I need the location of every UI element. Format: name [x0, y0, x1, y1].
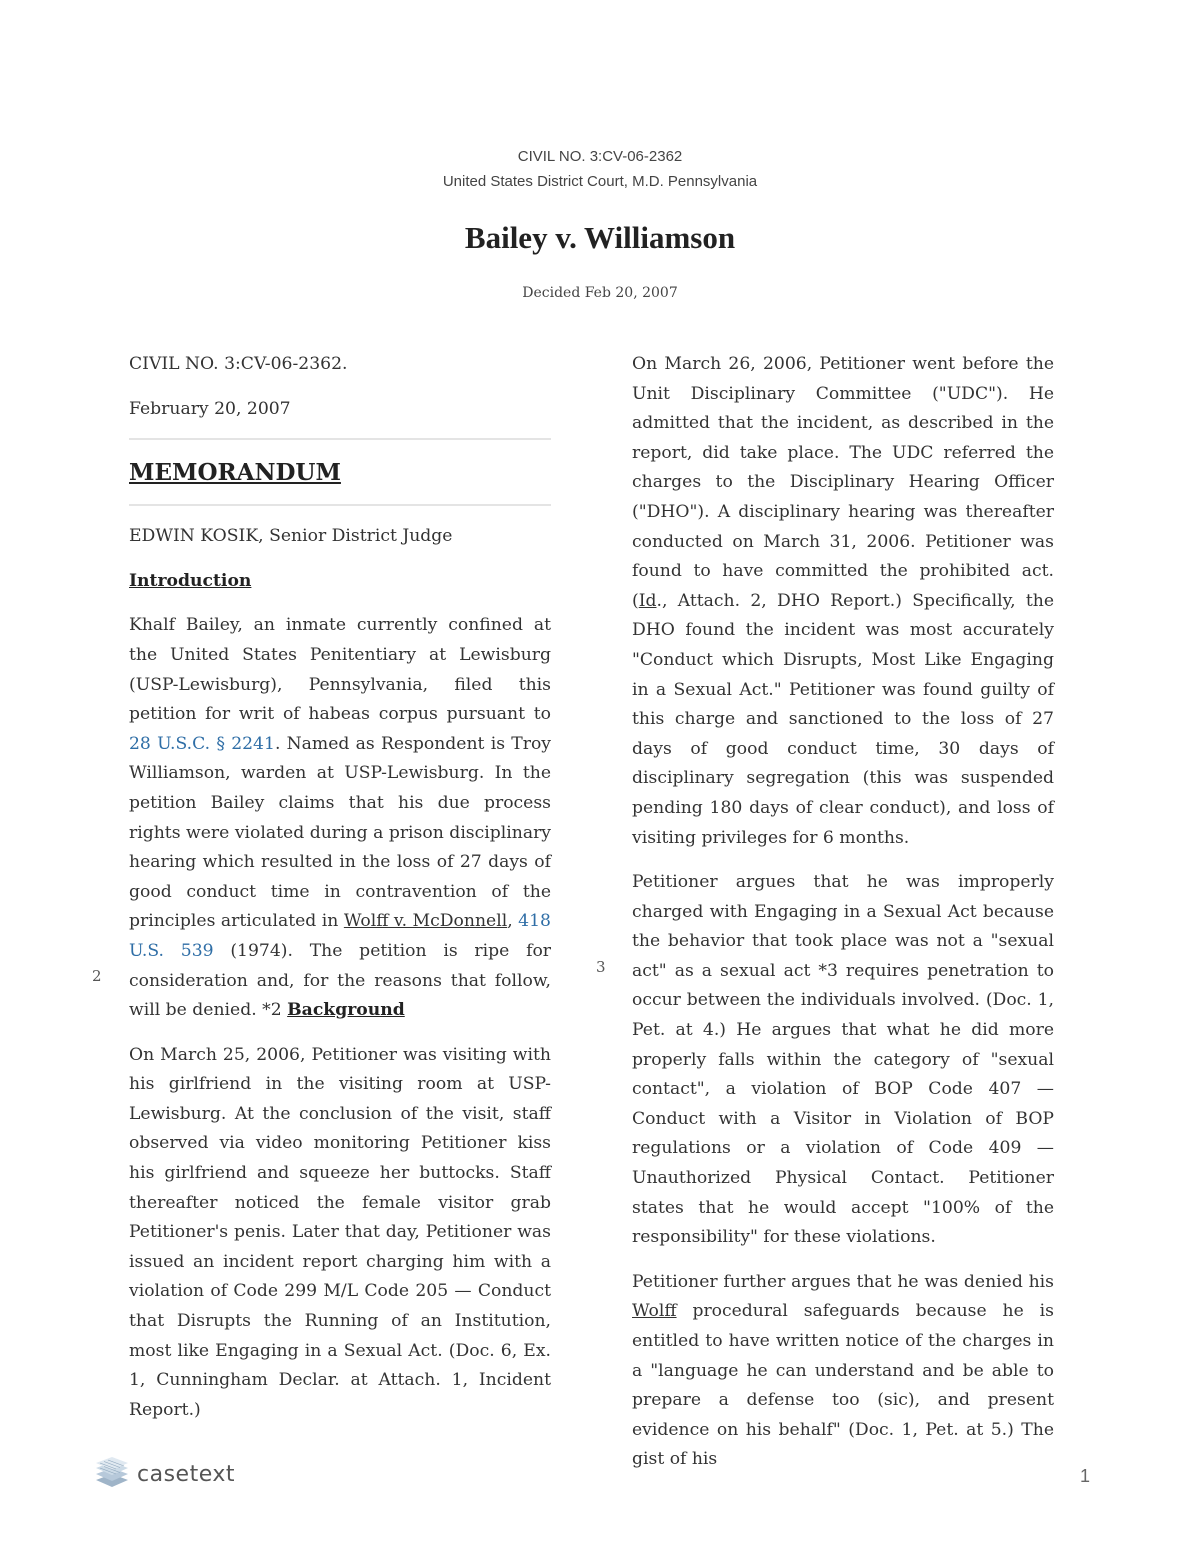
- introduction-paragraph: [129, 611, 551, 1025]
- id-citation: Id: [638, 590, 657, 611]
- text-run: On March 26, 2006, Petitioner went before the Unit Disciplinary Committee ("UDC"). He admitted that the incident, as described in the report, did take place. The UDC referred the charges to the Disciplinary Hearing Officer ("DHO"). A disciplinary hearing was thereafter conducted on March 31, 2006. Petitioner was found to have committed the prohibited act. (: [632, 354, 1054, 611]
- judge-name: EDWIN KOSIK, Senior District Judge: [129, 526, 453, 547]
- divider: [129, 438, 551, 440]
- casetext-logo: [95, 1457, 235, 1491]
- opinion-date: February 20, 2007: [129, 398, 291, 419]
- udc-paragraph: [632, 350, 1054, 853]
- wolff-case-name: Wolff v. McDonnell: [343, 911, 508, 932]
- text-run: Khalf Bailey, an inmate currently confined at the United States Penitentiary at Lewisburg (USP-Lewisburg), Pennsylvania, filed this petition for writ of habeas corpus pursuant to: [129, 615, 551, 725]
- background-paragraph: On March 25, 2006, Petitioner was visiting with his girlfriend in the visiting room at USP-Lewisburg. At the conclusion of the visit, staff observed via video monitoring Petitioner kiss his girlfriend and squeeze her buttocks. Staff thereafter noticed the female visitor grab Petitioner's penis. Later that day, Petitioner was issued an incident report charging him with a violation of Code 299 M/L Code 205 — Conduct that Disrupts the Running of an Institution, most like Engaging in a Sexual Act. (Doc. 6, Ex. 1, Cunningham Declar. at Attach. 1, Incident Report.): [129, 1044, 551, 1420]
- court-name: United States District Court, M.D. Pennsylvania: [442, 173, 758, 190]
- case-number-header: CIVIL NO. 3:CV-06-2362: [517, 148, 683, 165]
- memorandum-heading: MEMORANDUM: [129, 459, 341, 487]
- civil-number: CIVIL NO. 3:CV-06-2362.: [129, 354, 348, 374]
- wolff-reference: Wolff: [632, 1301, 677, 1322]
- margin-page-number-left: 2: [92, 967, 102, 985]
- logo-text: casetext: [137, 1461, 235, 1487]
- left-column: [129, 350, 551, 1425]
- stack-logo-icon: [95, 1456, 129, 1492]
- decided-date: Decided Feb 20, 2007: [522, 285, 678, 301]
- wolff-argument-paragraph: [632, 1268, 1054, 1475]
- text-run: ., Attach. 2, DHO Report.) Specifically, the DHO found the incident was most accurately "Conduct which Disrupts, Most Like Engaging in a Sexual Act." Petitioner was found guilty of this charge and sanctioned to the loss of 27 days of good conduct time, 30 days of disciplinary segregation (this was suspended pending 180 days of clear conduct), and loss of visiting privileges for 6 months.: [632, 590, 1054, 848]
- usc-citation-link[interactable]: 28 U.S.C. § 2241: [129, 733, 275, 754]
- text-run: (1974). The petition is ripe for consideration and, for the reasons that follow, will be denied.: [129, 940, 552, 1021]
- star-page-2: *2: [262, 1000, 288, 1021]
- star-page-3: *3: [818, 960, 838, 981]
- background-heading: Background: [287, 1000, 405, 1021]
- page-number: 1: [1080, 1466, 1091, 1486]
- us-reports-citation-link[interactable]: 418 U.S. 539: [129, 911, 551, 961]
- text-run: procedural safeguards because he is entitled to have written notice of the charges in a "language he can understand and be able to prepare a defense too (sic), and present evidence on his behalf" (Doc. 1, Pet. at 5.) The gist of his: [632, 1301, 1054, 1470]
- margin-page-number-right: 3: [596, 958, 606, 976]
- text-run: Petitioner argues that he was improperly charged with Engaging in a Sexual Act because the behavior that took place was not a "sexual act" as a sexual act: [632, 872, 1054, 981]
- text-run: requires penetration to occur between the individuals involved. (Doc. 1, Pet. at 4.) He argues that what he did more properly falls within the category of "sexual contact", a violation of BOP Code 407 — Conduct with a Visitor in Violation of BOP regulations or a violation of Code 409 — Unauthorized Physical Contact. Petitioner states that he would accept "100% of the responsibility" for these violations.: [632, 960, 1054, 1248]
- argument-paragraph: [632, 868, 1054, 1253]
- page-title: Bailey v. Williamson: [464, 220, 736, 255]
- text-run: . Named as Respondent is Troy Williamson, warden at USP-Lewisburg. In the petition Bailey claims that his due process rights were violated during a prison disciplinary hearing which resulted in the loss of 27 days of good conduct time in contravention of the principles articulated in: [129, 733, 551, 932]
- divider: [129, 504, 551, 506]
- text-run: ,: [507, 911, 519, 932]
- introduction-heading: Introduction: [129, 570, 252, 591]
- right-column: [632, 350, 1054, 1475]
- text-run: Petitioner further argues that he was denied his: [632, 1271, 1054, 1292]
